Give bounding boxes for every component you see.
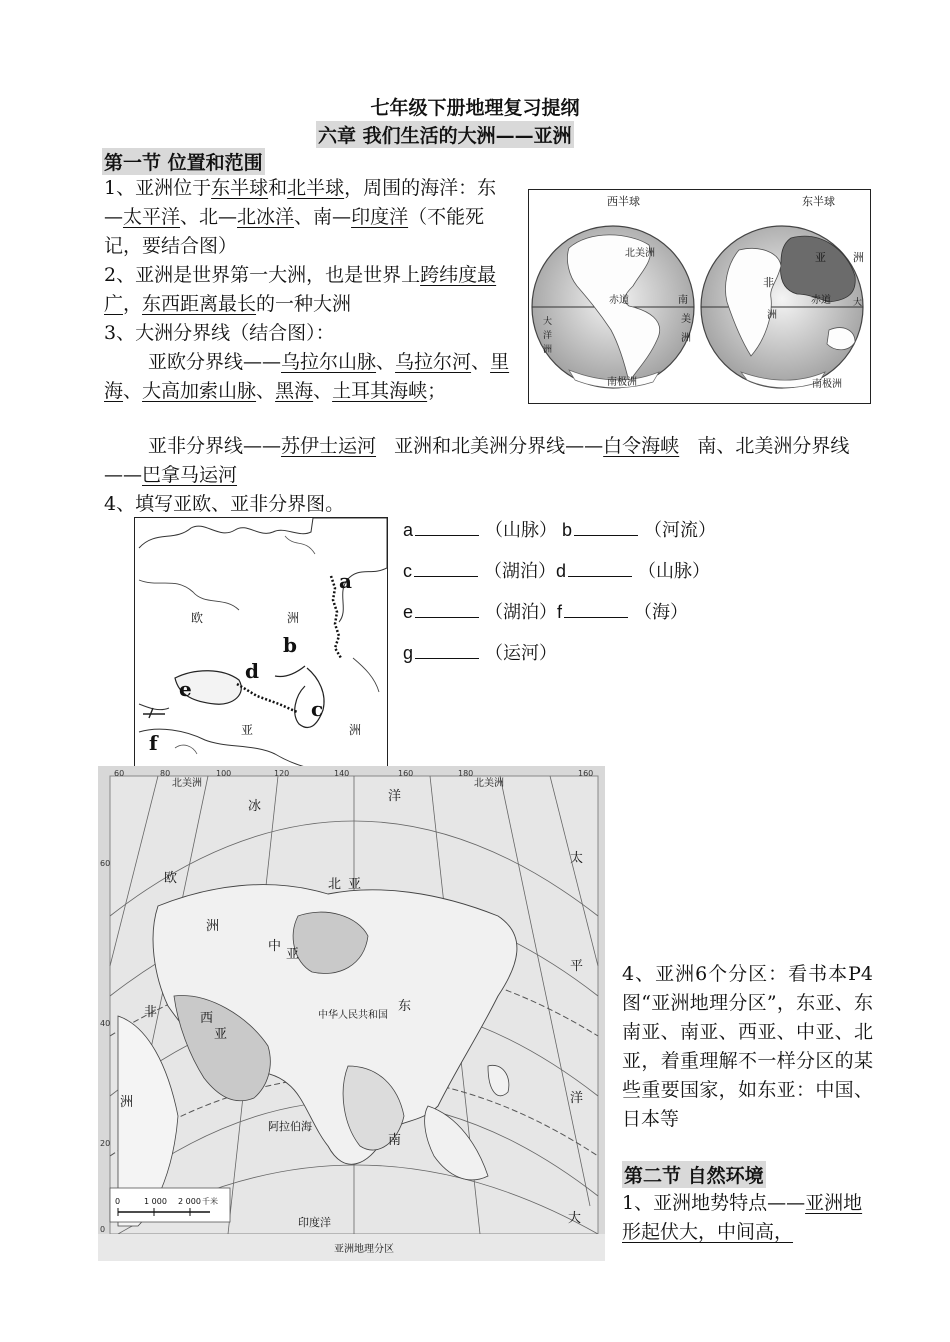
- para-terrain: 1、亚洲地势特点——亚洲地形起伏大，中间高，: [622, 1192, 863, 1243]
- antarctica-label-west: 南极洲: [607, 377, 637, 388]
- blank-row-4: g （运河）: [403, 643, 558, 664]
- region-africa-1: 非: [144, 1005, 158, 1020]
- atlantic-label-2: 洋: [543, 331, 553, 341]
- atlantic-label-3: 洲: [543, 345, 553, 355]
- europe-label-1: 欧: [191, 611, 204, 625]
- antarctica-label-east: 南极洲: [812, 379, 842, 390]
- para-fill-map: 4、填写亚欧、亚非分界图。: [104, 493, 345, 515]
- blank-e[interactable]: [415, 603, 479, 618]
- europe-label-2: 洲: [287, 611, 300, 625]
- region-south-asia: 南: [388, 1133, 402, 1148]
- region-dayang: 大: [568, 1211, 582, 1226]
- blank-c[interactable]: [414, 562, 478, 577]
- region-pacific-1: 太: [570, 851, 584, 866]
- west-hemisphere-label: 西半球: [607, 195, 640, 208]
- label-e: e: [179, 677, 192, 701]
- tick-6: 180: [458, 769, 474, 778]
- blank-row-2: c （湖泊）d （山脉）: [403, 561, 711, 582]
- blank-g[interactable]: [415, 644, 479, 659]
- label-b: b: [283, 633, 297, 657]
- para-location: 1、亚洲位于东半球和北半球，周围的海洋：东—太平洋、北—北冰洋、南—印度洋（不能死记，要结合图）: [104, 177, 497, 257]
- region-central-2: 亚: [286, 947, 300, 962]
- label-d: d: [245, 659, 259, 683]
- para-boundaries: 3、大洲分界线（结合图）：: [104, 322, 335, 344]
- tick-9: 40: [100, 1019, 111, 1028]
- tick-7: 160: [578, 769, 594, 778]
- region-pacific-3: 洋: [570, 1091, 584, 1106]
- equator-label-east: 赤道: [811, 295, 831, 306]
- region-east: 东: [398, 999, 412, 1014]
- boundary-map: [134, 517, 388, 768]
- region-north-asia-1: 北: [328, 877, 342, 892]
- region-map-caption: 亚洲地理分区: [334, 1244, 394, 1255]
- answer-blanks: [403, 510, 716, 674]
- region-arabian-sea: 阿拉伯海: [268, 1120, 312, 1133]
- region-ocean-lt: 冰: [248, 799, 262, 814]
- tick-4: 140: [334, 769, 350, 778]
- scale-2000: 2 000: [178, 1197, 201, 1206]
- region-na-right: 北美洲: [474, 778, 504, 789]
- para-eurasia-boundary: 亚欧分界线——乌拉尔山脉、乌拉尔河、里海、大高加索山脉、黑海、土耳其海峡；: [104, 351, 510, 402]
- equator-label-west: 赤道: [609, 295, 629, 306]
- asia-label-2: 洲: [853, 251, 864, 264]
- asia-label-1: 亚: [241, 723, 254, 737]
- hemisphere-map: [528, 189, 871, 404]
- tick-3: 120: [274, 769, 290, 778]
- region-svg: [98, 766, 605, 1261]
- chapter-title: 六章 我们生活的大洲——亚洲: [316, 121, 574, 148]
- south-america-label-1: 南: [678, 295, 688, 306]
- caucasus-mountains: [237, 684, 297, 712]
- label-f: f: [149, 731, 158, 755]
- tick-1: 80: [160, 769, 171, 778]
- asia-label-2: 洲: [349, 723, 362, 737]
- region-ocean-top: 洋: [388, 789, 402, 804]
- para-regions: 4、亚洲6个分区：看书本P4图“亚洲地理分区”，东亚、东南亚、南亚、西亚、中亚、北亚，着重理解不一样分区的某些重要国家，如东亚：中国、日本等: [622, 963, 873, 1130]
- asia-label-1: 亚: [815, 251, 826, 264]
- doc-title: 七年级下册地理复习提纲: [370, 97, 580, 119]
- para-largest: 2、亚洲是世界第一大洲，也是世界上跨纬度最广，东西距离最长的一种大洲: [104, 264, 497, 315]
- tick-5: 160: [398, 769, 414, 778]
- south-america-label-2: 美: [681, 314, 691, 325]
- region-indian-ocean: 印度洋: [298, 1216, 331, 1229]
- label-a: a: [339, 569, 352, 593]
- tick-10: 20: [100, 1139, 111, 1148]
- region-europe-2: 洲: [206, 919, 220, 934]
- atlantic-label-1: 大: [543, 317, 553, 327]
- blank-d[interactable]: [568, 562, 632, 577]
- scale-unit: 千米: [202, 1197, 218, 1206]
- blank-a[interactable]: [415, 521, 479, 536]
- region-na-left: 北美洲: [172, 778, 202, 789]
- section1-heading: 第一节 位置和范围: [102, 148, 265, 175]
- region-west-2: 亚: [214, 1027, 228, 1042]
- region-central-1: 中: [268, 939, 282, 954]
- tick-0: 60: [114, 769, 125, 778]
- region-china: 中华人民共和国: [318, 1010, 388, 1021]
- africa-label-2: 洲: [767, 310, 777, 321]
- oceania-label: 大: [853, 298, 863, 308]
- section2-heading: 第二节 自然环境: [622, 1161, 766, 1188]
- region-map: [98, 766, 605, 1261]
- region-europe-1: 欧: [164, 871, 178, 886]
- region-west-1: 西: [200, 1011, 214, 1026]
- region-north-asia-2: 亚: [348, 877, 362, 892]
- east-hemisphere-label: 东半球: [802, 195, 835, 208]
- blank-f[interactable]: [564, 603, 628, 618]
- north-america-label: 北美洲: [625, 248, 655, 259]
- region-africa-2: 洲: [120, 1095, 134, 1110]
- label-c: c: [311, 697, 324, 721]
- hemisphere-svg: [529, 190, 870, 403]
- tick-11: 0: [100, 1225, 106, 1234]
- south-america-label-3: 洲: [681, 333, 691, 344]
- africa-label-1: 非: [763, 276, 774, 289]
- blank-row-1: a （山脉） b （河流）: [403, 520, 717, 541]
- tick-2: 100: [216, 769, 232, 778]
- scale-1000: 1 000: [144, 1197, 167, 1206]
- para-other-boundaries: 亚非分界线——苏伊士运河 亚洲和北美洲分界线——白令海峡 南、北美洲分界线——巴拿马运河: [104, 435, 850, 486]
- blank-row-3: e （湖泊）f （海）: [403, 602, 689, 623]
- boundary-svg: [135, 518, 387, 767]
- tick-8: 60: [100, 859, 111, 868]
- blank-b[interactable]: [574, 521, 638, 536]
- region-pacific-2: 平: [570, 959, 584, 974]
- scale-0: 0: [115, 1197, 121, 1206]
